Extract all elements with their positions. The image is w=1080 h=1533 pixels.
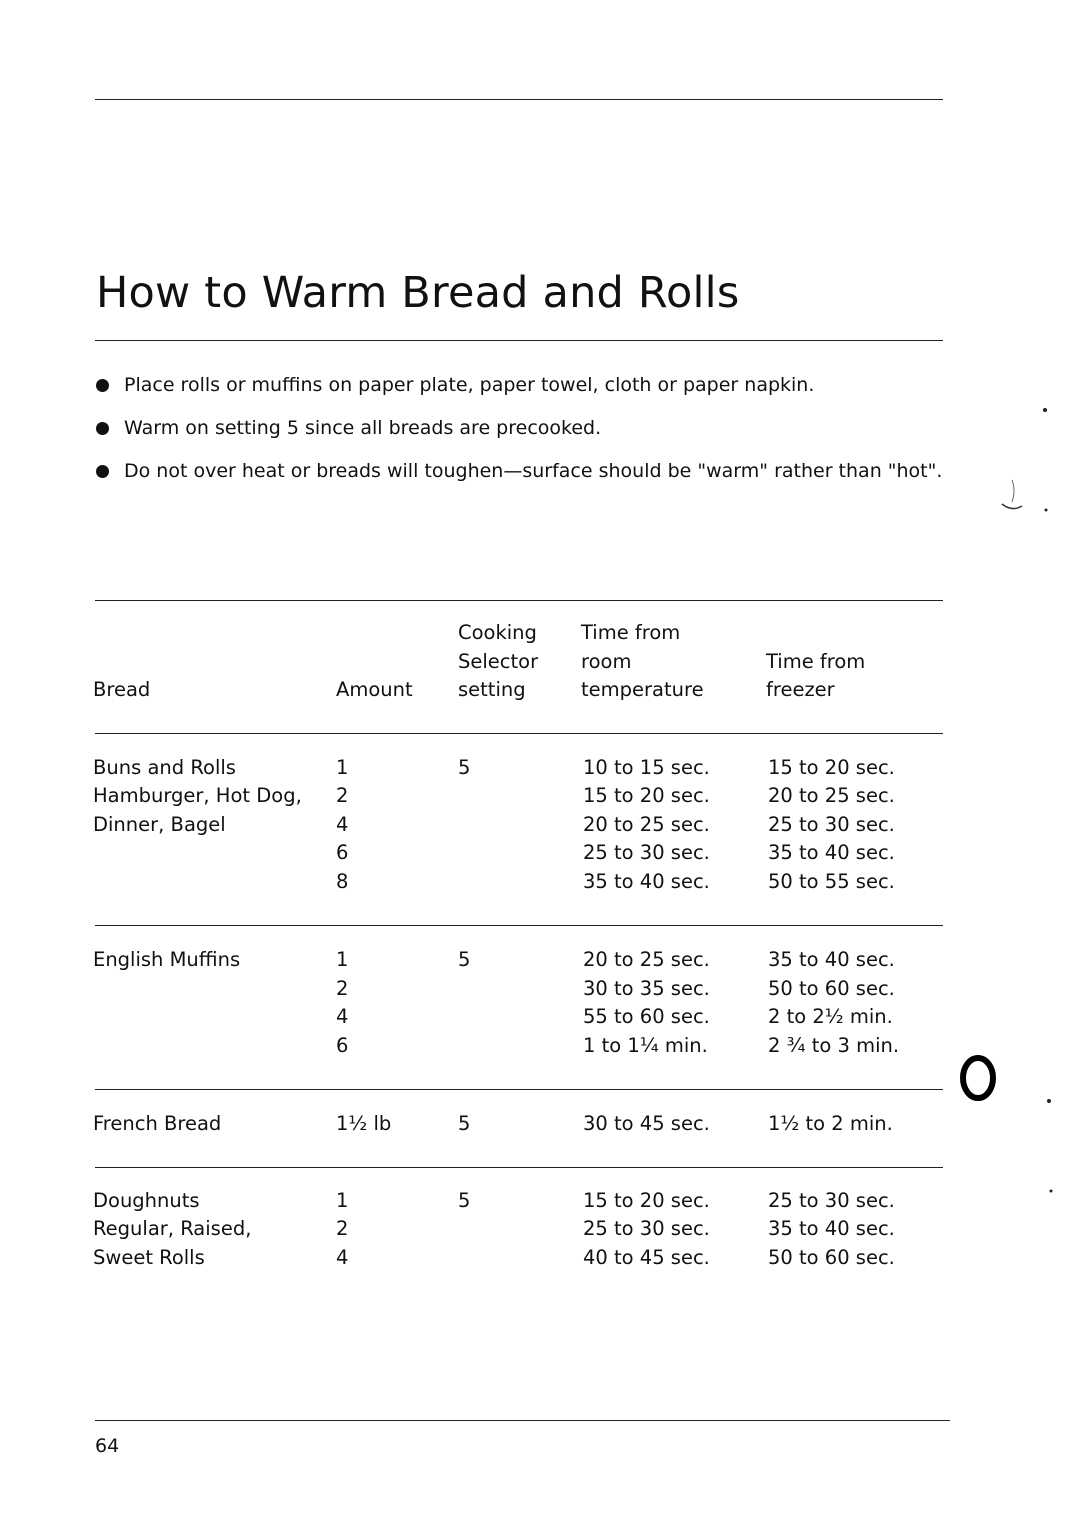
header-room-line: Time from	[581, 621, 681, 644]
setting-value: 5	[458, 1112, 471, 1135]
bread-name: Dinner, Bagel	[93, 813, 226, 836]
amount-value: 2	[336, 977, 349, 1000]
page-number: 64	[95, 1435, 120, 1457]
room-time: 25 to 30 sec.	[583, 1217, 710, 1240]
freezer-time: 25 to 30 sec.	[768, 1189, 895, 1212]
bread-name: Sweet Rolls	[93, 1246, 205, 1269]
amount-value: 4	[336, 813, 349, 836]
freezer-time: 1½ to 2 min.	[768, 1112, 893, 1135]
room-time: 20 to 25 sec.	[583, 948, 710, 971]
freezer-time: 50 to 60 sec.	[768, 1246, 895, 1269]
freezer-time: 50 to 55 sec.	[768, 870, 895, 893]
bread-name: Regular, Raised,	[93, 1217, 252, 1240]
bread-name: Hamburger, Hot Dog,	[93, 784, 302, 807]
room-time: 55 to 60 sec.	[583, 1005, 710, 1028]
scan-speck-icon	[1046, 1186, 1056, 1196]
bullet-item	[96, 456, 956, 486]
room-time: 35 to 40 sec.	[583, 870, 710, 893]
freezer-time: 20 to 25 sec.	[768, 784, 895, 807]
top-rule	[95, 99, 943, 100]
room-time: 20 to 25 sec.	[583, 813, 710, 836]
bullet-text: Do not over heat or breads will toughen—surface should be "warm" rather than "hot".	[124, 460, 943, 482]
freezer-time: 2 ¾ to 3 min.	[768, 1034, 900, 1057]
amount-value: 2	[336, 784, 349, 807]
header-amount: Amount	[336, 678, 413, 701]
header-freezer-line: freezer	[766, 678, 835, 701]
setting-value: 5	[458, 756, 471, 779]
freezer-time: 2 to 2½ min.	[768, 1005, 893, 1028]
freezer-time: 15 to 20 sec.	[768, 756, 895, 779]
bread-name: English Muffins	[93, 948, 241, 971]
group-rule	[95, 1089, 943, 1090]
binder-hole-icon	[958, 1050, 998, 1106]
amount-value: 6	[336, 1034, 349, 1057]
bread-name: Buns and Rolls	[93, 756, 236, 779]
setting-value: 5	[458, 1189, 471, 1212]
bullet-dot-icon	[96, 465, 109, 478]
header-setting-line: Selector	[458, 650, 539, 673]
header-room-line: room	[581, 650, 632, 673]
bread-name: Doughnuts	[93, 1189, 200, 1212]
amount-value: 1	[336, 1189, 349, 1212]
scan-mark-icon	[1000, 476, 1060, 516]
freezer-time: 35 to 40 sec.	[768, 948, 895, 971]
room-time: 25 to 30 sec.	[583, 841, 710, 864]
bullet-text: Place rolls or muffins on paper plate, paper towel, cloth or paper napkin.	[124, 374, 815, 396]
freezer-time: 35 to 40 sec.	[768, 841, 895, 864]
amount-value: 4	[336, 1005, 349, 1028]
group-rule	[95, 1167, 943, 1168]
title-rule	[95, 340, 943, 341]
header-room-line: temperature	[581, 678, 704, 701]
room-time: 15 to 20 sec.	[583, 784, 710, 807]
freezer-time: 35 to 40 sec.	[768, 1217, 895, 1240]
bullet-item	[96, 413, 956, 443]
footer-rule	[95, 1420, 950, 1421]
bullet-dot-icon	[96, 422, 109, 435]
room-time: 30 to 35 sec.	[583, 977, 710, 1000]
room-time: 10 to 15 sec.	[583, 756, 710, 779]
table-top-rule	[95, 600, 943, 601]
header-bread: Bread	[93, 678, 151, 701]
page-title: How to Warm Bread and Rolls	[96, 268, 740, 318]
bullet-dot-icon	[96, 379, 109, 392]
amount-value: 1	[336, 756, 349, 779]
amount-value: 4	[336, 1246, 349, 1269]
header-setting-line: Cooking	[458, 621, 537, 644]
header-freezer-line: Time from	[766, 650, 866, 673]
bread-name: French Bread	[93, 1112, 222, 1135]
header-bottom-rule	[95, 733, 943, 734]
freezer-time: 25 to 30 sec.	[768, 813, 895, 836]
room-time: 40 to 45 sec.	[583, 1246, 710, 1269]
amount-value: 6	[336, 841, 349, 864]
freezer-time: 50 to 60 sec.	[768, 977, 895, 1000]
amount-value: 1½ lb	[336, 1112, 392, 1135]
room-time: 15 to 20 sec.	[583, 1189, 710, 1212]
room-time: 30 to 45 sec.	[583, 1112, 710, 1135]
setting-value: 5	[458, 948, 471, 971]
amount-value: 8	[336, 870, 349, 893]
bullet-item	[96, 370, 956, 400]
scan-speck-icon	[1040, 405, 1050, 415]
group-rule	[95, 925, 943, 926]
room-time: 1 to 1¼ min.	[583, 1034, 708, 1057]
bullet-text: Warm on setting 5 since all breads are precooked.	[124, 417, 602, 439]
scan-speck-icon	[1044, 1096, 1054, 1106]
header-setting-line: setting	[458, 678, 526, 701]
amount-value: 2	[336, 1217, 349, 1240]
amount-value: 1	[336, 948, 349, 971]
